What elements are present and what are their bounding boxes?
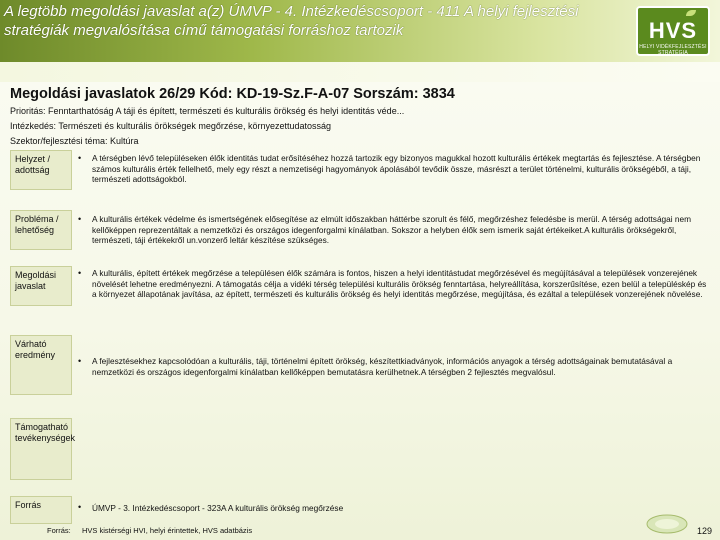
logo-subtitle: HELYI VIDÉKFEJLESZTÉSI STRATÉGIA xyxy=(639,44,707,56)
bullet: • xyxy=(78,356,82,366)
bullet: • xyxy=(78,153,82,163)
measure-line: Intézkedés: Természeti és kulturális örökségek megőrzése, környezettudatosság xyxy=(10,121,331,131)
row-text-forras: ÚMVP - 3. Intézkedéscsoport - 323A A kulturális örökség megőrzése xyxy=(92,503,344,513)
row-label-forras: Forrás xyxy=(10,496,72,524)
bullet: • xyxy=(78,502,82,512)
hvs-logo xyxy=(636,6,710,56)
row-text-helyzet: A térségben lévő településeken élők identitás tudat erősítéséhez hozzá tartozik egy bizonyos magukkal hozott kulturális értékek megtartás és fejlesztése. A térségben számos kulturális érték fellelhető, mely egy részt a nemzetiségi hagyományok ápolásából tevődik össze, másrészt a terület történelmi, kulturális örökségéből, a táji, természeti adottságokból. xyxy=(92,153,701,184)
page-title: Megoldási javaslatok 26/29 Kód: KD-19-Sz.F-A-07 Sorszám: 3834 xyxy=(10,86,455,102)
sector-line: Szektor/fejlesztési téma: Kultúra xyxy=(10,136,139,146)
priority-line: Prioritás: Fenntarthatóság A táji és épített, természeti és kulturális örökség és helyi identitás véde... xyxy=(10,106,405,116)
footer-logo-icon xyxy=(645,512,689,536)
row-label-problema: Probléma / lehetőség xyxy=(10,210,72,250)
bullet: • xyxy=(78,214,82,224)
logo-text: HVS xyxy=(648,18,698,43)
row-text-eredmeny: A fejlesztésekhez kapcsolódóan a kulturális, táji, történelmi épített örökség, készítettkiadványok, információs anyagok a térség adottságainak bemutatásával a nemzetközi és országos idegenforgalmi kínálatban kellőképpen bemutatásra kerülhetnek.A térségben 2 fejlesztés megvalósul. xyxy=(92,356,673,377)
page-number: 129 xyxy=(697,526,713,536)
bullet: • xyxy=(78,268,82,278)
footer-source-text: HVS kistérségi HVI, helyi érintettek, HVS adatbázis xyxy=(82,526,253,535)
row-label-eredmeny: Várható eredmény xyxy=(10,335,72,395)
row-text-megoldas: A kulturális, épített értékek megőrzése a településen élők számára is fontos, hiszen a helyi identitástudat megőrzésével és megújításával a települések vonzerejének növelését lehetne eredményezni. A támogatás célja a vidéki térség települési kulturális örökség fenntartása, helyreállítása, korszerűsítése, ezen belül a településkép és a környezet állapotának javítása, az épített, természeti és kulturális örökség és helyi identitás megőrzése, megújítása, és ezáltal a települések vonzerejének növelése. xyxy=(92,268,707,299)
header-banner xyxy=(0,0,720,62)
row-text-problema: A kulturális értékek védelme és ismertségének elősegítése az elmúlt időszakban háttérbe szorult és félő, megőrzéshez feledésbe is merül. A térség adottságai nem kellőképpen reprezentáltak a nemzetközi és országos idegenforgalmi kínálatban. Sokszor a helyben élők sem ismerik saját értékeiket.A kulturális örökségekről, természeti, táji értékekről un.vonzerő leltár készítése szükséges. xyxy=(92,214,692,245)
sub-header-band xyxy=(0,62,720,82)
row-label-helyzet: Helyzet / adottság xyxy=(10,150,72,190)
leaf-icon xyxy=(686,10,696,16)
row-label-megoldas: Megoldási javaslat xyxy=(10,266,72,306)
footer-source-label: Forrás: xyxy=(47,526,71,535)
row-label-tamogathato: Támogatható tevékenységek xyxy=(10,418,72,480)
header-title: A legtöbb megoldási javaslat a(z) ÚMVP - 4. Intézkedéscsoport - 411 A helyi fejlesztési stratégiák megvalósítása című támogatási forráshoz tartozik xyxy=(4,3,579,39)
